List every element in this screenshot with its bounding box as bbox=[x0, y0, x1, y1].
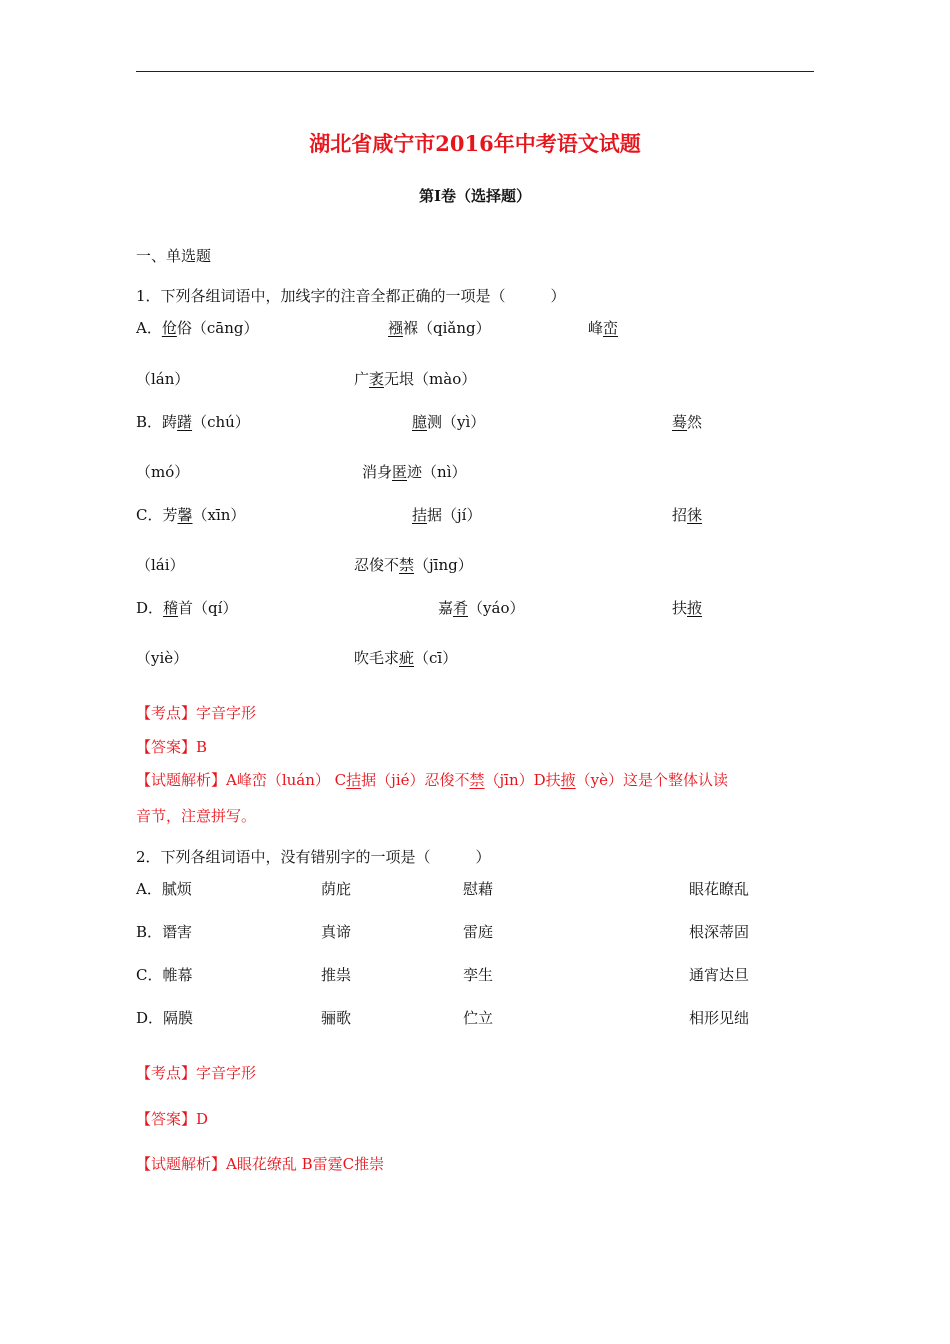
value-text: 字音字形 bbox=[196, 704, 257, 722]
pinyin-text: 首（qí） bbox=[178, 599, 238, 617]
q2-jiexi bbox=[136, 1153, 384, 1174]
underlined-char: 蓦 bbox=[672, 413, 688, 431]
header-rule bbox=[136, 71, 814, 72]
q1-jiexi bbox=[136, 769, 728, 790]
underlined-char: 拮 bbox=[346, 771, 362, 789]
word-text: 然 bbox=[687, 413, 703, 431]
value-text: （jīn）D扶 bbox=[484, 771, 561, 789]
q2-row-a-col1: A．腻烦 bbox=[136, 880, 192, 898]
label-text: 【试题解析】 bbox=[136, 1155, 227, 1173]
label-text: 【试题解析】 bbox=[136, 771, 227, 789]
underlined-char: 掖 bbox=[687, 599, 703, 617]
q2-row-a-col3: 慰藉 bbox=[463, 880, 494, 898]
underlined-char: 掖 bbox=[560, 771, 576, 789]
pinyin-text: （xīn） bbox=[192, 506, 246, 524]
underlined-char: 禁 bbox=[399, 556, 415, 574]
q2-row-c-col1: C．帷幕 bbox=[136, 966, 193, 984]
q1-option-a-word4 bbox=[354, 368, 476, 389]
paper-subtitle: 第I卷（选择题） bbox=[418, 187, 532, 205]
option-label: C． bbox=[136, 506, 163, 524]
label-text: 【考点】 bbox=[136, 1064, 197, 1082]
pinyin-text: 褓（qiǎng） bbox=[403, 319, 491, 337]
underlined-char: 峦 bbox=[603, 319, 619, 337]
word-text: 吹毛求 bbox=[354, 649, 400, 667]
pinyin-text: 俗（cāng） bbox=[176, 319, 259, 337]
underlined-char: 肴 bbox=[453, 599, 469, 617]
q2-stem: 2．下列各组词语中，没有错别字的一项是（ ） bbox=[136, 848, 491, 866]
pinyin-text: 迹（nì） bbox=[407, 463, 467, 481]
q1-option-d-word3 bbox=[672, 597, 702, 618]
q1-option-a-word2 bbox=[388, 317, 491, 338]
q2-kaodian bbox=[136, 1062, 256, 1083]
value-text: 字音字形 bbox=[196, 1064, 257, 1082]
underlined-char: 袤 bbox=[369, 370, 385, 388]
value-text: A眼花缭乱 B雷霆C推崇 bbox=[226, 1155, 385, 1173]
q2-row-c-col4: 通宵达旦 bbox=[689, 966, 750, 984]
option-label: B． bbox=[136, 413, 163, 431]
word-text: 峰 bbox=[588, 319, 604, 337]
word-text: 消身 bbox=[362, 463, 393, 481]
q2-row-d-col3: 伫立 bbox=[463, 1009, 494, 1027]
pinyin-text: （jīng） bbox=[414, 556, 473, 574]
underlined-char: 襁 bbox=[388, 319, 404, 337]
word-text: 忍俊不 bbox=[354, 556, 400, 574]
underlined-char: 匿 bbox=[392, 463, 408, 481]
underlined-char: 臆 bbox=[412, 413, 428, 431]
underlined-char: 躇 bbox=[177, 413, 193, 431]
q2-answer bbox=[136, 1108, 208, 1129]
section-heading: 一、单选题 bbox=[136, 247, 212, 265]
q1-option-d-word4 bbox=[354, 647, 457, 668]
underlined-char: 徕 bbox=[687, 506, 703, 524]
q2-row-a-col2: 荫庇 bbox=[321, 880, 352, 898]
value-text: 据（jié）忍俊不 bbox=[361, 771, 470, 789]
underlined-char: 馨 bbox=[177, 506, 193, 524]
q1-option-c-word3 bbox=[672, 504, 702, 525]
q1-jiexi-line2: 音节，注意拼写。 bbox=[136, 807, 257, 825]
q2-row-b-col1: B．谮害 bbox=[136, 923, 193, 941]
word-text: 广 bbox=[354, 370, 370, 388]
q2-row-d-col1: D．隔膜 bbox=[136, 1009, 194, 1027]
word-text: 嘉 bbox=[438, 599, 454, 617]
q2-row-b-col4: 根深蒂固 bbox=[689, 923, 750, 941]
page-title: 湖北省咸宁市2016年中考语文试题 bbox=[309, 131, 641, 156]
q2-row-b-col3: 雷庭 bbox=[463, 923, 494, 941]
q1-option-b-word3-pinyin: （mó） bbox=[136, 463, 190, 481]
q1-option-d-word2 bbox=[438, 597, 524, 618]
underlined-char: 伧 bbox=[161, 319, 177, 337]
q1-option-d-line1 bbox=[136, 597, 237, 618]
q1-option-a-word3-pinyin: （lán） bbox=[136, 370, 190, 388]
underlined-char: 疵 bbox=[399, 649, 415, 667]
q2-row-a-col4: 眼花瞭乱 bbox=[689, 880, 750, 898]
q1-option-c-word2 bbox=[412, 504, 481, 525]
q1-option-b-word4 bbox=[362, 461, 467, 482]
option-label: D． bbox=[136, 599, 164, 617]
pinyin-text: （cī） bbox=[414, 649, 458, 667]
q1-option-c-word3-pinyin: （lái） bbox=[136, 556, 185, 574]
value-text: B bbox=[196, 738, 208, 756]
q1-option-b-word3 bbox=[672, 411, 702, 432]
q1-option-c-line1 bbox=[136, 504, 245, 525]
word-text: 芳 bbox=[162, 506, 178, 524]
q1-option-a-line1 bbox=[136, 317, 258, 338]
word-text: 扶 bbox=[672, 599, 688, 617]
q1-option-b-word2 bbox=[412, 411, 485, 432]
label-text: 【答案】 bbox=[136, 738, 197, 756]
label-text: 【考点】 bbox=[136, 704, 197, 722]
value-text: D bbox=[196, 1110, 209, 1128]
pinyin-text: （chú） bbox=[192, 413, 250, 431]
q1-option-d-word3-pinyin: （yiè） bbox=[136, 649, 189, 667]
q2-row-d-col2: 骊歌 bbox=[321, 1009, 352, 1027]
q2-row-c-col3: 孪生 bbox=[463, 966, 494, 984]
pinyin-text: 据（jí） bbox=[427, 506, 482, 524]
word-text: 踌 bbox=[162, 413, 178, 431]
pinyin-text: 测（yì） bbox=[427, 413, 486, 431]
q2-row-d-col4: 相形见绌 bbox=[689, 1009, 750, 1027]
underlined-char: 稽 bbox=[163, 599, 179, 617]
label-text: 【答案】 bbox=[136, 1110, 197, 1128]
q1-option-b-line1 bbox=[136, 411, 250, 432]
q1-kaodian bbox=[136, 702, 256, 723]
pinyin-text: （yáo） bbox=[468, 599, 525, 617]
q1-answer bbox=[136, 736, 207, 757]
underlined-char: 禁 bbox=[469, 771, 485, 789]
q1-stem: 1．下列各组词语中，加线字的注音全都正确的一项是（ ） bbox=[136, 287, 566, 305]
option-label: A． bbox=[136, 319, 162, 337]
value-text: （yè）这是个整体认读 bbox=[575, 771, 729, 789]
q2-row-b-col2: 真谛 bbox=[321, 923, 352, 941]
q1-option-c-word4 bbox=[354, 554, 473, 575]
q1-option-a-word3 bbox=[588, 317, 618, 338]
underlined-char: 拮 bbox=[412, 506, 428, 524]
word-text: 招 bbox=[672, 506, 688, 524]
q2-row-c-col2: 推祟 bbox=[321, 966, 352, 984]
pinyin-text: 无垠（mào） bbox=[384, 370, 477, 388]
value-text: A峰峦（luán） C bbox=[226, 771, 347, 789]
